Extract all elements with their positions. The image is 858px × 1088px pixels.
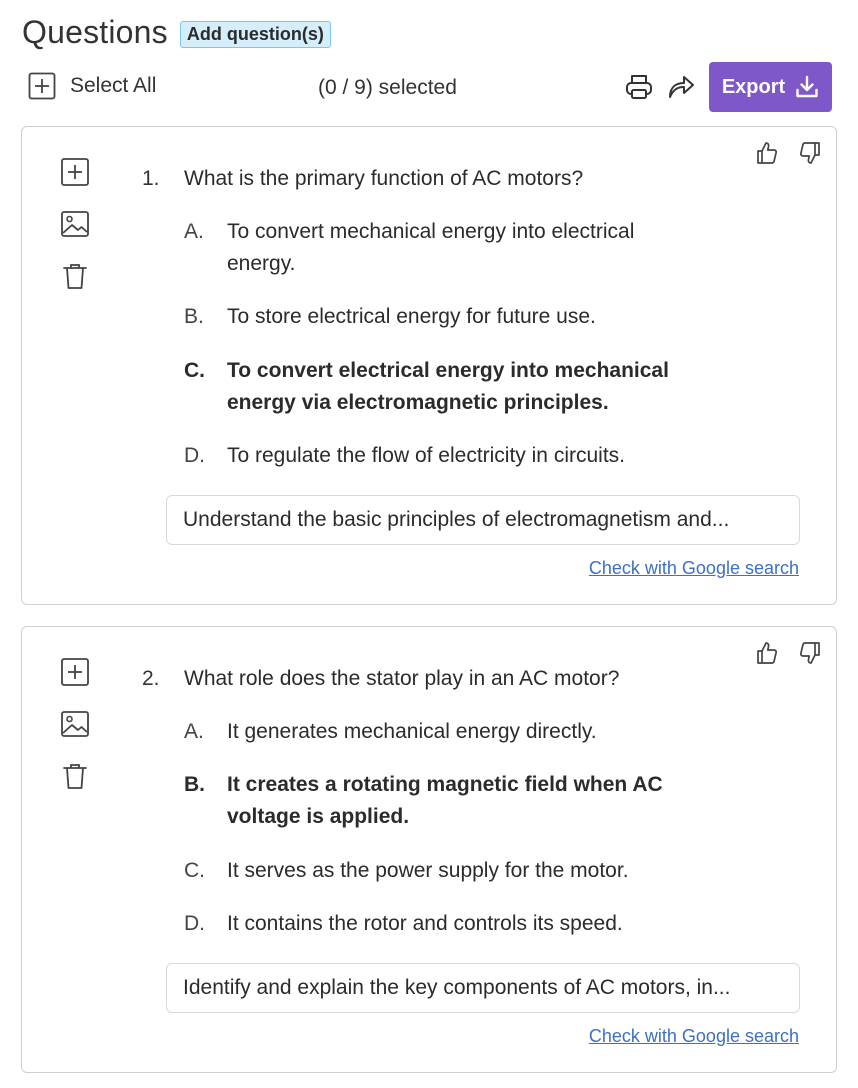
option-letter: A.: [184, 220, 204, 243]
plus-square-icon[interactable]: [60, 157, 90, 187]
feedback-buttons: [736, 141, 822, 165]
option-text: It creates a rotating magnetic field when AC voltage is applied.: [227, 773, 663, 828]
question-actions: [60, 157, 90, 313]
google-search-link[interactable]: Check with Google search: [588, 1026, 799, 1046]
option-text: It serves as the power supply for the motor.: [227, 859, 629, 882]
question-actions: [60, 657, 90, 813]
export-button[interactable]: [709, 62, 832, 112]
option-text: To convert mechanical energy into electrical energy.: [227, 220, 635, 275]
option-letter: A.: [184, 720, 204, 743]
thumbs-up-icon[interactable]: [755, 141, 779, 165]
option-a[interactable]: [184, 216, 704, 280]
export-label: Export: [721, 75, 786, 98]
page-title: Questions: [22, 14, 168, 50]
question-card: [21, 126, 837, 605]
feedback-buttons: [736, 641, 822, 665]
option-text: It generates mechanical energy directly.: [227, 720, 597, 743]
question-number: 2.: [142, 667, 160, 690]
download-icon: [795, 75, 819, 99]
option-b[interactable]: [184, 301, 704, 333]
image-icon[interactable]: [60, 209, 90, 239]
learning-objective-field[interactable]: Understand the basic principles of electromagnetism and...: [166, 495, 800, 545]
share-icon[interactable]: [666, 72, 696, 102]
option-letter: D.: [184, 912, 205, 935]
option-c[interactable]: [184, 855, 704, 887]
option-text: To store electrical energy for future use.: [227, 305, 596, 328]
printer-icon[interactable]: [624, 72, 654, 102]
option-a[interactable]: [184, 716, 704, 748]
page-header: [22, 14, 331, 51]
plus-square-icon[interactable]: [60, 657, 90, 687]
add-questions-button[interactable]: Add question(s): [180, 21, 331, 48]
option-text: It contains the rotor and controls its speed.: [227, 912, 623, 935]
option-text: To convert electrical energy into mechanical energy via electromagnetic principles.: [227, 359, 669, 414]
plus-square-icon[interactable]: [28, 72, 56, 100]
question-text: What is the primary function of AC motors?: [184, 167, 584, 190]
thumbs-down-icon[interactable]: [798, 641, 822, 665]
option-d[interactable]: [184, 908, 704, 940]
question-number: 1.: [142, 167, 160, 190]
question-text: What role does the stator play in an AC motor?: [184, 667, 620, 690]
toolbar: [22, 62, 832, 112]
option-c-correct[interactable]: [184, 355, 704, 419]
select-all-toggle[interactable]: [28, 72, 156, 100]
option-letter: B.: [184, 773, 205, 796]
option-letter: D.: [184, 444, 205, 467]
select-all-label: Select All: [70, 74, 157, 97]
option-d[interactable]: [184, 440, 704, 472]
trash-icon[interactable]: [60, 261, 90, 291]
thumbs-up-icon[interactable]: [755, 641, 779, 665]
selected-count: (0 / 9) selected: [318, 76, 457, 99]
option-letter: C.: [184, 859, 205, 882]
google-search-link[interactable]: Check with Google search: [588, 558, 799, 578]
trash-icon[interactable]: [60, 761, 90, 791]
option-text: To regulate the flow of electricity in circuits.: [227, 444, 625, 467]
option-b-correct[interactable]: [184, 769, 704, 833]
option-letter: C.: [184, 359, 205, 382]
learning-objective-field[interactable]: Identify and explain the key components of AC motors, in...: [166, 963, 800, 1013]
image-icon[interactable]: [60, 709, 90, 739]
thumbs-down-icon[interactable]: [798, 141, 822, 165]
option-letter: B.: [184, 305, 204, 328]
question-card: [21, 626, 837, 1073]
